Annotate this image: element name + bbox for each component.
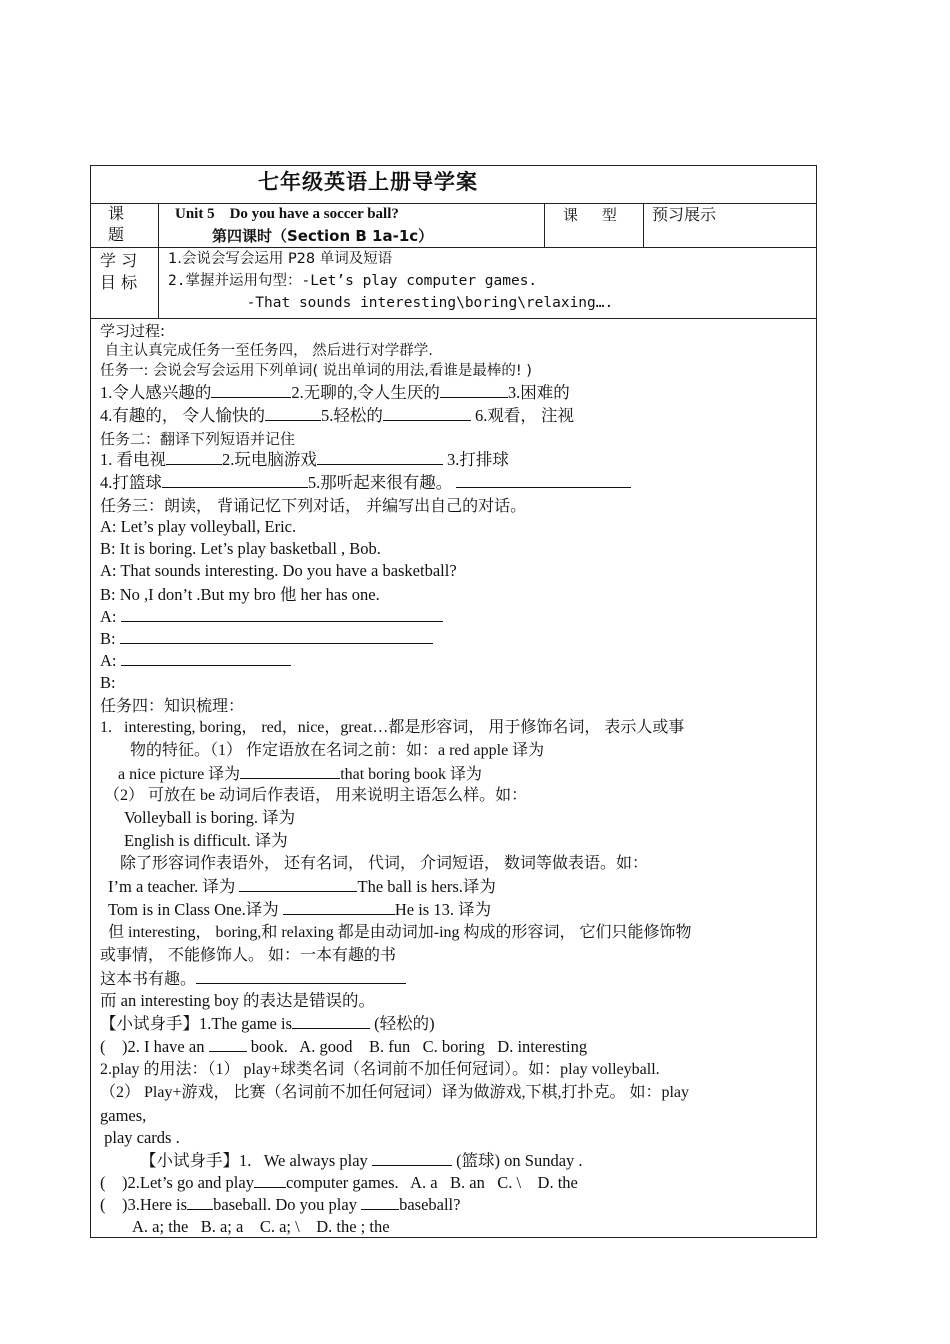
- type-value: 预习展示: [652, 205, 717, 224]
- knowledge-1b: 物的特征。（1） 作定语放在名词之前：如：a red apple 译为: [130, 742, 545, 759]
- try-1a: 【小试身手】1.The game is (轻松的): [100, 1014, 435, 1033]
- try-1b: ( )2. I have an book. A. good B. fun C. boring D. interesting: [100, 1037, 588, 1056]
- lesson-label: 课 题: [108, 204, 125, 244]
- process-heading: 学习过程:: [100, 322, 166, 340]
- answer-blank[interactable]: [240, 763, 340, 779]
- dialog-line-1: A: Let’s play volleyball, Eric.: [100, 517, 297, 536]
- answer-blank[interactable]: [239, 876, 357, 892]
- knowledge-2a: 2.play 的用法：（1） play+球类名词（名词前不加任何冠词）。如：play volleyball.: [100, 1061, 660, 1078]
- dialog-line-3: A: That sounds interesting. Do you have a basketball?: [100, 561, 457, 580]
- answer-blank[interactable]: [211, 382, 291, 398]
- task-2-heading: 任务二：翻译下列短语并记住: [100, 430, 296, 448]
- type-label: 课 型: [563, 206, 617, 224]
- knowledge-1c: a nice picture 译为 that boring book 译为: [118, 763, 482, 786]
- try-2d: A. a; the B. a; a C. a; \ D. the ; the: [132, 1217, 390, 1236]
- knowledge-1d: （2） 可放在 be 动词后作表语， 用来说明主语怎么样。如：: [104, 787, 528, 804]
- goal-1: 1.会说会写会运用 P28 单词及短语: [168, 251, 393, 267]
- task-1-row-2: 4.有趣的， 令人愉快的 5.轻松的 6.观看， 注视: [100, 406, 574, 425]
- task-3-heading: 任务三：朗读， 背诵记忆下列对话， 并编写出自己的对话。: [100, 496, 527, 515]
- task-1-row-1: 1.令人感兴趣的 2.无聊的,令人生厌的 3.困难的: [100, 383, 570, 402]
- goal-3: -That sounds interesting\boring\relaxing….: [246, 295, 614, 311]
- task-2-row-1: 1. 看电视 2.玩电脑游戏 3.打排球: [100, 450, 509, 469]
- page-title: 七年级英语上册导学案: [258, 170, 478, 194]
- try-2a: 【小试身手】1. We always play (篮球) on Sunday .: [140, 1151, 583, 1170]
- task-1-heading: 任务一: 会说会写会运用下列单词( 说出单词的用法,看谁是最棒的! ): [100, 363, 532, 379]
- unit-line: Unit 5 Do you have a soccer ball?: [175, 206, 399, 222]
- try-2b: ( )2.Let’s go and play computer games. A. a B. an C. \ D. the: [100, 1173, 578, 1192]
- answer-blank[interactable]: [292, 1013, 370, 1029]
- answer-blank[interactable]: [120, 628, 433, 644]
- row-divider-goals: [90, 318, 817, 319]
- knowledge-2c: games,: [100, 1106, 147, 1125]
- period-line: 第四课时（Section B 1a-1c）: [212, 227, 434, 245]
- try-2c: ( )3.Here is baseball. Do you play baseball?: [100, 1195, 461, 1214]
- goal-2: 2.掌握并运用句型：-Let’s play computer games.: [168, 273, 538, 289]
- task-4-heading: 任务四：知识梳理：: [100, 696, 245, 715]
- answer-blank[interactable]: [383, 405, 471, 421]
- knowledge-1h: I’m a teacher. 译为 The ball is hers.译为: [108, 877, 496, 896]
- dialog-line-2: B: It is boring. Let’s play basketball , Bob.: [100, 539, 381, 558]
- col-divider-type-left: [544, 203, 545, 247]
- answer-blank[interactable]: [283, 899, 395, 915]
- answer-blank[interactable]: [187, 1194, 213, 1210]
- goals-label: 学 习 目 标: [100, 251, 138, 292]
- own-dialog-b2: B:: [100, 673, 116, 692]
- knowledge-1g: 除了形容词作表语外， 还有名词， 代词， 介词短语， 数词等做表语。如：: [120, 855, 649, 872]
- knowledge-1j: 但 interesting， boring,和 relaxing 都是由动词加-ing 构成的形容词， 它们只能修饰物: [108, 924, 692, 941]
- knowledge-1i: Tom is in Class One.译为 He is 13. 译为: [108, 900, 492, 919]
- knowledge-1l: 这本书有趣。: [100, 968, 406, 991]
- own-dialog-b1: B:: [100, 628, 433, 650]
- answer-blank[interactable]: [361, 1194, 399, 1210]
- knowledge-2d: play cards .: [100, 1128, 180, 1147]
- knowledge-1k: 或事情， 不能修饰人。 如：一本有趣的书: [100, 947, 397, 964]
- answer-blank[interactable]: [121, 650, 291, 666]
- answer-blank[interactable]: [317, 449, 443, 465]
- knowledge-2b: （2） Play+游戏， 比赛（名词前不加任何冠词）译为做游戏,下棋,打扑克。 如：play: [100, 1084, 690, 1101]
- answer-blank[interactable]: [196, 968, 406, 984]
- answer-blank[interactable]: [166, 449, 222, 465]
- knowledge-1a: 1. interesting, boring， red，nice，great…都是形容词， 用于修饰名词， 表示人或事: [100, 719, 685, 736]
- answer-blank[interactable]: [209, 1036, 247, 1052]
- knowledge-1e: Volleyball is boring. 译为: [124, 808, 296, 827]
- answer-blank[interactable]: [265, 405, 321, 421]
- own-dialog-a1: A:: [100, 606, 443, 628]
- answer-blank[interactable]: [456, 472, 631, 488]
- answer-blank[interactable]: [440, 382, 508, 398]
- own-dialog-a2: A:: [100, 650, 291, 672]
- task-2-row-2: 4.打篮球 5.那听起来很有趣。: [100, 472, 631, 494]
- dialog-line-4: B: No ,I don’t .But my bro 他 her has one.: [100, 585, 380, 604]
- col-divider-label: [158, 203, 159, 318]
- knowledge-1m: 而 an interesting boy 的表达是错误的。: [100, 991, 375, 1010]
- knowledge-1f: English is difficult. 译为: [124, 831, 288, 850]
- process-intro: 自主认真完成任务一至任务四， 然后进行对学群学.: [100, 343, 433, 359]
- answer-blank[interactable]: [254, 1172, 286, 1188]
- answer-blank[interactable]: [121, 606, 443, 622]
- answer-blank[interactable]: [372, 1150, 452, 1166]
- answer-blank[interactable]: [162, 472, 308, 488]
- col-divider-type-right: [643, 203, 644, 247]
